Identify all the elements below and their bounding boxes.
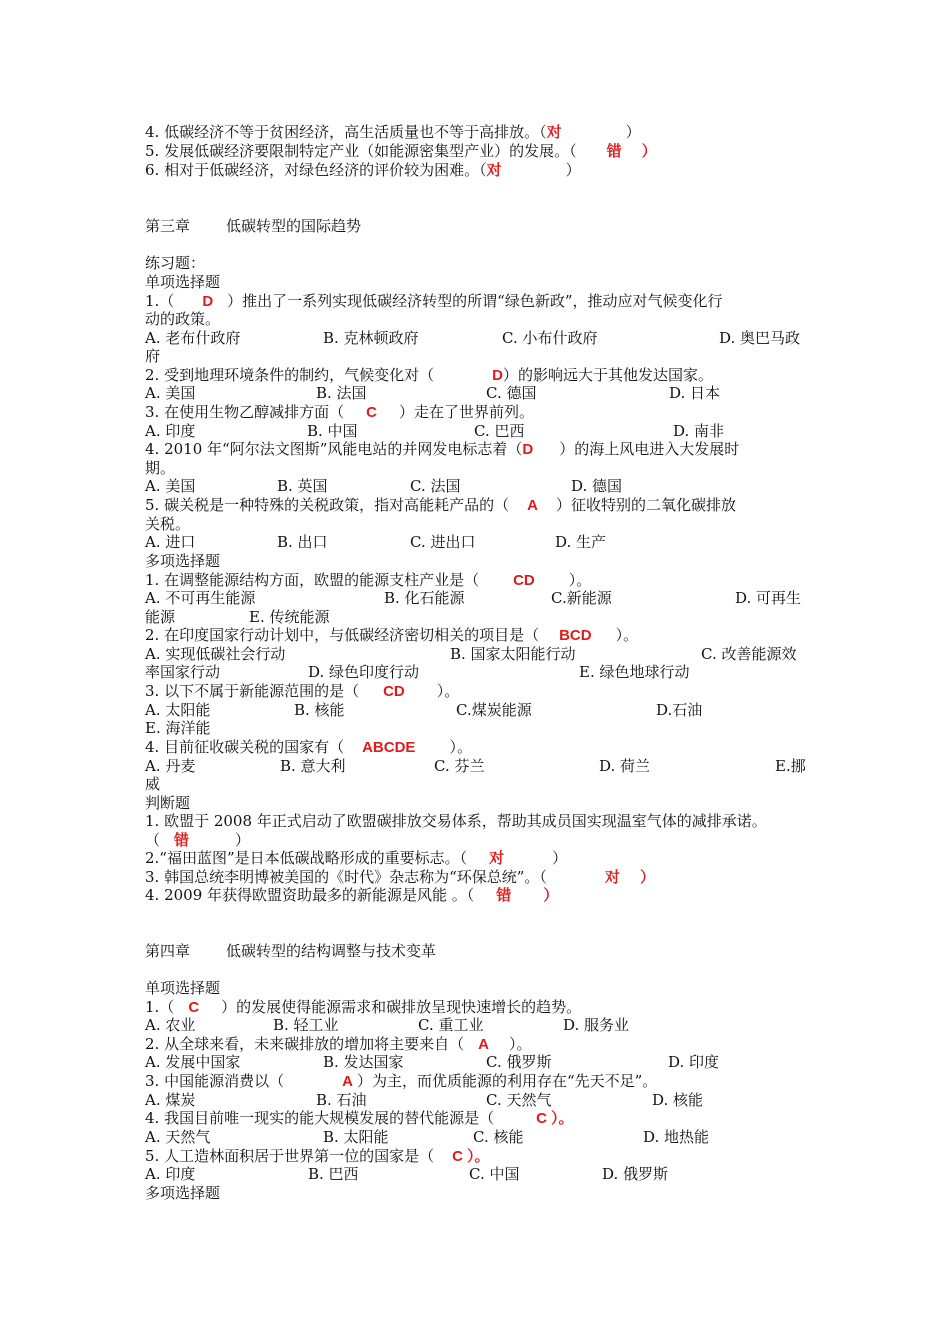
ch3-single-q4 xyxy=(145,440,830,459)
ch4-section-heading-multi xyxy=(145,1184,830,1202)
option-b: B. 轻工业 xyxy=(273,1016,339,1034)
option-c: C. 德国 xyxy=(486,384,537,402)
answer-mark: 对 xyxy=(486,162,502,179)
option-a: A. 不可再生能源 xyxy=(145,589,256,607)
option-b: B. 克林顿政府 xyxy=(323,329,419,347)
option-a: A. 太阳能 xyxy=(145,701,211,719)
option-d: D. 荷兰 xyxy=(599,757,651,775)
heading-text: 多项选择题 xyxy=(145,552,221,570)
ch3-tf-q2 xyxy=(145,849,830,868)
option-b: B. 核能 xyxy=(294,701,345,719)
option-b: B. 石油 xyxy=(316,1091,367,1109)
heading-text: 单项选择题 xyxy=(145,273,221,291)
ch3-single-q3 xyxy=(145,403,830,422)
option-d: D. 服务业 xyxy=(563,1016,630,1034)
option-wrap: 能源 xyxy=(145,608,176,626)
question-text: 1.（ xyxy=(145,998,175,1016)
paren-close: ） xyxy=(639,869,655,886)
question-text: 4. 目前征收碳关税的国家有（ xyxy=(145,738,345,756)
answer-mark: 对 xyxy=(546,124,562,141)
ch3-tf-q4 xyxy=(145,886,830,905)
option-c: C. 重工业 xyxy=(418,1016,484,1034)
question-text: ）的海上风电进入大发展时 xyxy=(559,440,740,458)
option-a: A. 进口 xyxy=(145,533,196,551)
question-text: 1.（ xyxy=(145,292,175,310)
question-text: ）走在了世界前列。 xyxy=(398,403,534,421)
option-b: B. 太阳能 xyxy=(323,1128,389,1146)
ch3-single-q4-cont xyxy=(145,459,830,477)
ch4-single-q1 xyxy=(145,998,830,1017)
practice-label xyxy=(145,254,830,272)
option-d: D. 核能 xyxy=(652,1091,704,1109)
paren-close: ） xyxy=(625,123,641,141)
option-d: D. 地热能 xyxy=(643,1128,710,1146)
option-a: A. 印度 xyxy=(145,1165,196,1183)
heading-text: 多项选择题 xyxy=(145,1184,221,1202)
answer-mark: ABCDE xyxy=(362,739,416,756)
answer-mark: D xyxy=(522,441,534,458)
option-c: C. 芬兰 xyxy=(434,757,485,775)
ch3-single-q5-cont xyxy=(145,515,830,533)
option-c: C. 天然气 xyxy=(486,1091,552,1109)
ch2-tf-item-6 xyxy=(145,161,830,180)
question-text: 2. 在印度国家行动计划中，与低碳经济密切相关的项目是（ xyxy=(145,626,540,644)
question-text: ）的影响远大于其他发达国家。 xyxy=(502,366,713,384)
paren-open: （ xyxy=(145,831,161,849)
answer-mark: 对 xyxy=(489,850,505,867)
ch2-tf-item-5 xyxy=(145,142,830,161)
ch3-single-q1-cont xyxy=(145,310,830,328)
answer-mark: C xyxy=(452,1148,463,1165)
answer-mark: A xyxy=(342,1073,353,1090)
paren-close: ） xyxy=(543,887,559,904)
answer-mark: C xyxy=(366,404,377,421)
chapter-title: 低碳转型的结构调整与技术变革 xyxy=(226,942,437,960)
question-text: 3. 以下不属于新能源范围的是（ xyxy=(145,682,360,700)
option-b: B. 发达国家 xyxy=(323,1053,404,1071)
ch2-tf-item-4 xyxy=(145,123,830,142)
option-c: C. 核能 xyxy=(473,1128,524,1146)
option-a: A. 老布什政府 xyxy=(145,329,241,347)
question-text: 4. 2009 年获得欧盟资助最多的新能源是风能 。（ xyxy=(145,886,475,904)
option-b: B. 意大利 xyxy=(280,757,346,775)
option-a: A. 实现低碳社会行动 xyxy=(145,645,286,663)
option-d: D. 南非 xyxy=(673,422,725,440)
ch4-single-q2 xyxy=(145,1035,830,1054)
ch3-multi-q3 xyxy=(145,682,830,701)
ch3-single-q2 xyxy=(145,366,830,385)
question-text: 3. 中国能源消费以（ xyxy=(145,1072,285,1090)
option-d: D. 可再生 xyxy=(735,589,802,607)
answer-mark: 对 xyxy=(604,869,620,886)
option-c: C. 改善能源效 xyxy=(701,645,797,663)
option-b: B. 化石能源 xyxy=(384,589,465,607)
ch3-multi-q2 xyxy=(145,626,830,645)
section-heading-single xyxy=(145,273,830,291)
section-heading-multi xyxy=(145,552,830,570)
ch3-single-q5 xyxy=(145,496,830,515)
option-b: B. 法国 xyxy=(316,384,367,402)
chapter-3-heading xyxy=(145,217,830,235)
option-c: C. 法国 xyxy=(410,477,461,495)
option-a: A. 美国 xyxy=(145,384,196,402)
option-d: D. 德国 xyxy=(571,477,623,495)
option-c: C. 小布什政府 xyxy=(502,329,598,347)
ch3-tf-q1 xyxy=(145,812,830,830)
option-d: D. 俄罗斯 xyxy=(602,1165,669,1183)
question-text: 3. 韩国总统李明博被美国的《时代》杂志称为“环保总统”。（ xyxy=(145,868,547,886)
chapter-4-heading xyxy=(145,942,830,960)
answer-mark: 错 xyxy=(606,143,622,160)
question-text: ）的发展使得能源需求和碳排放呈现快速增长的趋势。 xyxy=(221,998,582,1016)
paren-close: ） xyxy=(552,849,568,867)
ch3-tf-q1-answer xyxy=(145,831,830,850)
question-text: 4. 2010 年“阿尔法文图斯”风能电站的并网发电标志着（ xyxy=(145,440,523,458)
question-text: ）征收特别的二氧化碳排放 xyxy=(555,496,736,514)
answer-mark: C xyxy=(536,1110,547,1127)
ch4-single-q5 xyxy=(145,1147,830,1166)
option-c: C. 进出口 xyxy=(410,533,476,551)
question-text: 2.“福田蓝图”是日本低碳战略形成的重要标志。（ xyxy=(145,849,468,867)
question-text: ）。 xyxy=(550,1110,574,1127)
option-d: D. 奥巴马政 xyxy=(719,329,801,347)
question-text: 3. 在使用生物乙醇减排方面（ xyxy=(145,403,345,421)
ch3-tf-q3 xyxy=(145,868,830,887)
answer-mark: A xyxy=(478,1036,489,1053)
option-a: A. 发展中国家 xyxy=(145,1053,241,1071)
option-wrap: 府 xyxy=(145,347,161,365)
section-heading-tf xyxy=(145,794,830,812)
option-e: E. 绿色地球行动 xyxy=(579,663,690,681)
option-c: C. 中国 xyxy=(469,1165,520,1183)
answer-mark: A xyxy=(527,497,538,514)
question-text: 4. 我国目前唯一现实的能大规模发展的替代能源是（ xyxy=(145,1109,495,1127)
question-text: 5. 人工造林面积居于世界第一位的国家是（ xyxy=(145,1147,435,1165)
option-c: C. 俄罗斯 xyxy=(486,1053,552,1071)
question-text: ）。 xyxy=(436,682,460,700)
question-text: 2. 受到地理环境条件的制约，气候变化对（ xyxy=(145,366,435,384)
option-d: D. 日本 xyxy=(669,384,721,402)
option-c: C.新能源 xyxy=(551,589,612,607)
chapter-number: 第三章 xyxy=(145,217,191,235)
paren-close: ） xyxy=(565,161,581,179)
ch3-multi-q4-wrap xyxy=(145,775,830,793)
question-text: 4. 低碳经济不等于贫困经济，高生活质量也不等于高排放。（ xyxy=(145,123,547,141)
option-e: E.挪 xyxy=(775,757,806,775)
chapter-title: 低碳转型的国际趋势 xyxy=(226,217,362,235)
answer-mark: C xyxy=(188,999,200,1016)
option-wrap: 率国家行动 xyxy=(145,663,221,681)
answer-mark: 错 xyxy=(496,887,512,904)
chapter-number: 第四章 xyxy=(145,942,191,960)
option-a: A. 农业 xyxy=(145,1016,196,1034)
option-d: D. 绿色印度行动 xyxy=(308,663,420,681)
question-text: 6. 相对于低碳经济，对绿色经济的评价较为困难。（ xyxy=(145,161,487,179)
question-text: 期。 xyxy=(145,459,176,477)
question-text: 5. 碳关税是一种特殊的关税政策，指对高能耗产品的（ xyxy=(145,496,510,514)
option-a: A. 丹麦 xyxy=(145,757,196,775)
answer-mark: D xyxy=(492,367,503,384)
question-text: ）。 xyxy=(568,571,592,589)
answer-mark: D xyxy=(202,293,214,310)
option-a: A. 煤炭 xyxy=(145,1091,196,1109)
option-b: B. 英国 xyxy=(277,477,328,495)
question-text: 2. 从全球来看，未来碳排放的增加将主要来自（ xyxy=(145,1035,465,1053)
question-text: ）为主，而优质能源的利用存在“先天不足”。 xyxy=(356,1072,658,1090)
question-text: ）。 xyxy=(449,738,472,756)
ch3-multi-q1 xyxy=(145,571,830,590)
option-d: D. 印度 xyxy=(668,1053,720,1071)
answer-mark: 错 xyxy=(174,832,190,849)
question-text: ）。 xyxy=(508,1035,532,1053)
option-wrap: 威 xyxy=(145,775,161,793)
question-text: ）。 xyxy=(615,626,639,644)
option-c: C.煤炭能源 xyxy=(456,701,532,719)
ch3-single-q1 xyxy=(145,292,830,311)
answer-mark: BCD xyxy=(559,627,592,644)
heading-text: 单项选择题 xyxy=(145,979,221,997)
question-text: 1. 欧盟于 2008 年正式启动了欧盟碳排放交易体系，帮助其成员国实现温室气体的减排承诺。 xyxy=(145,812,767,830)
option-b: B. 中国 xyxy=(307,422,358,440)
option-b: B. 巴西 xyxy=(308,1165,359,1183)
ch3-single-q1-wrap xyxy=(145,347,830,365)
answer-mark: CD xyxy=(383,683,405,700)
answer-mark: CD xyxy=(513,572,535,589)
option-e: E. 传统能源 xyxy=(249,608,330,626)
option-a: A. 天然气 xyxy=(145,1128,211,1146)
question-text: 动的政策。 xyxy=(145,310,221,328)
option-c: C. 巴西 xyxy=(474,422,525,440)
question-text: ）推出了一系列实现低碳经济转型的所谓“绿色新政”，推动应对气候变化行 xyxy=(227,292,723,310)
paren-close: ） xyxy=(641,143,657,160)
ch3-multi-q4 xyxy=(145,738,830,757)
option-a: A. 印度 xyxy=(145,422,196,440)
question-text: 1. 在调整能源结构方面，欧盟的能源支柱产业是（ xyxy=(145,571,480,589)
ch4-single-q3 xyxy=(145,1072,830,1091)
ch4-single-q4 xyxy=(145,1109,830,1128)
option-e: E. 海洋能 xyxy=(145,719,211,737)
option-b: B. 出口 xyxy=(277,533,328,551)
option-a: A. 美国 xyxy=(145,477,196,495)
option-b: B. 国家太阳能行动 xyxy=(450,645,576,663)
question-text: ）。 xyxy=(466,1148,490,1165)
heading-text: 判断题 xyxy=(145,794,191,812)
question-text: 5. 发展低碳经济要限制特定产业（如能源密集型产业）的发展。（ xyxy=(145,142,577,160)
option-d: D.石油 xyxy=(656,701,703,719)
paren-close: ） xyxy=(235,831,251,849)
ch3-multi-q3-wrap xyxy=(145,719,830,737)
option-d: D. 生产 xyxy=(555,533,607,551)
practice-text: 练习题： xyxy=(145,254,206,272)
question-text: 关税。 xyxy=(145,515,191,533)
ch4-section-heading-single xyxy=(145,979,830,997)
